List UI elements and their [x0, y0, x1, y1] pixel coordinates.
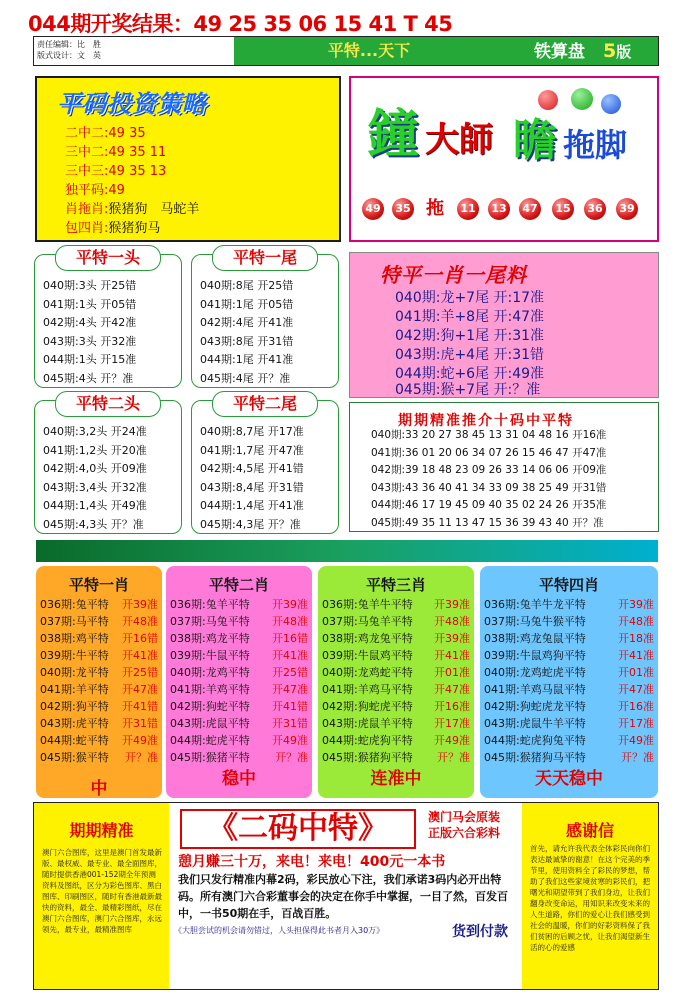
list-item [484, 596, 654, 613]
pingte-yitou-title: 平特一头 [55, 245, 161, 271]
list-item [170, 613, 308, 630]
row-label: 042期:狗蛇虎平特 [322, 700, 413, 713]
list-item [484, 732, 654, 749]
list-item: 045期:4尾 开？准 [200, 371, 291, 385]
row-result: 开49准 [122, 734, 158, 747]
list-item [322, 681, 470, 698]
strategy-value: 49 35 13 [108, 164, 167, 179]
row-result: 开31错 [122, 717, 158, 730]
list-item [322, 732, 470, 749]
tepin-title: 特平一肖一尾料 [380, 263, 527, 287]
strategy-panel [35, 76, 341, 242]
row-result: 开25错 [122, 666, 158, 679]
row-result: 开47准 [122, 683, 158, 696]
list-item: 044期:1,4尾 开41准 [200, 499, 304, 512]
center-tags [428, 809, 500, 841]
row-result: 开41准 [434, 649, 470, 662]
pingte-column [480, 566, 658, 798]
row-result: 开39准 [272, 598, 308, 611]
row-result: 开31错 [272, 717, 308, 730]
edition-number: 5 [603, 40, 617, 62]
deco-ball-green [571, 88, 593, 110]
row-result: 开17准 [618, 717, 654, 730]
row-result: 开48准 [618, 615, 654, 628]
board-name-text: 铁算盘 [534, 42, 585, 62]
strategy-label: 二中二: [65, 126, 109, 141]
row-result: 开18准 [618, 632, 654, 645]
list-item [484, 681, 654, 698]
list-item [40, 630, 158, 647]
row-label: 041期:羊鸡马鼠平特 [484, 683, 586, 696]
list-item [484, 715, 654, 732]
row-label: 044期:蛇虎狗兔平特 [484, 734, 586, 747]
credit-editor: 责任编辑：比 胜 [37, 40, 101, 49]
list-item: 043期:8,4尾 开31错 [200, 480, 304, 494]
left-note-body: 澳门六合图库，这里是澳门首发最新版、最权威、最专业、最全面图库，随时提供香港001-152期全年预测资料及图纸，区分为彩色图库、黑白图库、印刷图区，随时有香港最新最快的资料，最全、最精彩图纸，尽在澳门六合图库，澳门六合图库，永远领先，最专业，最精准图库 [42, 848, 162, 934]
strategy-value: 49 [108, 183, 125, 198]
list-item: 041期:36 01 20 06 34 07 26 15 46 47 开47准 [371, 446, 607, 459]
row-label: 038期:鸡龙兔平特 [322, 632, 413, 645]
row-label: 044期:蛇平特 [40, 734, 109, 747]
dashi-chars: 大師 [425, 120, 493, 160]
list-item: 042期:狗+1尾 开:31准 [395, 328, 545, 344]
row-label: 039期:牛鼠平特 [170, 649, 250, 662]
row-label: 043期:虎鼠羊平特 [322, 717, 413, 730]
list-item: 044期:1头 开15准 [43, 353, 137, 366]
strategy-row [65, 181, 125, 200]
row-label: 041期:羊鸡平特 [170, 683, 250, 696]
list-item [484, 664, 654, 681]
list-item: 043期:虎+4尾 开:31错 [395, 347, 545, 363]
strategy-row [65, 219, 160, 238]
number-ball: 11 [457, 198, 479, 220]
edition-suffix: 版 [616, 43, 632, 61]
row-label: 036期:兔羊牛龙平特 [484, 598, 586, 611]
row-label: 041期:羊鸡马平特 [322, 683, 413, 696]
strategy-title: 平码投资策略 [57, 90, 207, 118]
list-item: 040期:3头 开25错 [43, 279, 137, 292]
board-name [504, 37, 658, 65]
row-label: 039期:牛鼠鸡狗平特 [484, 649, 586, 662]
pingte-ertou-box [34, 394, 182, 534]
list-item [322, 647, 470, 664]
row-result: 开？准 [437, 751, 470, 764]
credits [37, 39, 101, 61]
pingte-ertou-title: 平特二头 [55, 391, 161, 417]
left-note [34, 803, 169, 989]
list-item: 044期:蛇+6尾 开:49准 [395, 366, 545, 382]
row-result: 开16准 [434, 700, 470, 713]
row-label: 044期:蛇虎平特 [170, 734, 250, 747]
center-tag-1: 澳门马会原装 [428, 810, 501, 824]
right-note-body: 首先，请允许我代表全体彩民向你们表达最诚挚的谢意！在这个完美的季节里，使用资料全了彩民的梦想，帮助了我们这些家境贫寒的彩民们，把曙光和期望带到了我们身边，让我们翻身改变命运，用知识来改变未来的人生道路，你们的爱心让我们感受到社会的温暖，你们的好彩资料保了我们贫困的后顾之忧，让我们渴望新生活的心的爱感 [530, 844, 650, 952]
list-item [40, 664, 158, 681]
list-item [170, 698, 308, 715]
column-tail: 中 [90, 779, 108, 799]
row-label: 042期:狗蛇平特 [170, 700, 250, 713]
strategy-label: 三中二: [65, 145, 109, 160]
list-item: 041期:羊+8尾 开:47准 [395, 309, 545, 325]
row-result: 开01准 [618, 666, 654, 679]
row-result: 开49准 [434, 734, 470, 747]
list-item [170, 715, 308, 732]
list-item [170, 596, 308, 613]
list-item [170, 647, 308, 664]
row-label: 037期:马兔羊平特 [322, 615, 413, 628]
column-title: 平特四肖 [538, 576, 599, 594]
row-result: 开39准 [434, 632, 470, 645]
number-ball: 15 [552, 198, 574, 220]
row-label: 040期:龙鸡平特 [170, 666, 250, 679]
list-item: 043期:3头 开32准 [43, 334, 137, 348]
list-item [40, 732, 158, 749]
list-item [170, 681, 308, 698]
row-result: 开16错 [122, 632, 158, 645]
row-label: 039期:牛平特 [40, 649, 109, 662]
list-item: 041期:1尾 开05错 [200, 297, 294, 311]
right-note [522, 803, 658, 989]
row-result: 开17准 [434, 717, 470, 730]
number-ball: 13 [488, 198, 510, 220]
row-label: 037期:马兔牛猴平特 [484, 615, 586, 628]
list-item: 045期:4头 开？准 [43, 371, 134, 385]
list-item: 040期:龙+7尾 开:17准 [395, 290, 545, 306]
list-item [322, 613, 470, 630]
number-ball: 47 [519, 198, 541, 220]
list-item [322, 698, 470, 715]
list-item: 042期:4,5尾 开41错 [200, 462, 304, 475]
list-item [170, 732, 308, 749]
row-result: 开41准 [272, 649, 308, 662]
strategy-label: 独平码: [65, 183, 109, 198]
row-label: 038期:鸡平特 [40, 632, 109, 645]
list-item: 040期:8尾 开25错 [200, 279, 294, 292]
ten-codes-title: 期期精准推介十码中平特 [398, 413, 574, 429]
ten-codes-panel [349, 402, 659, 532]
row-result: 开39准 [122, 598, 158, 611]
tepin-panel [349, 252, 659, 398]
column-title: 平特一肖 [68, 576, 129, 594]
list-item [40, 613, 158, 630]
strategy-value: 49 35 [108, 126, 146, 141]
list-item: 044期:46 17 19 45 09 40 35 02 24 26 开35准 [371, 499, 607, 512]
tuojiao-chars: 拖脚 [563, 126, 628, 164]
list-item: 045期:49 35 11 13 47 15 36 39 43 40 开？准 [371, 517, 604, 529]
row-result: 开49准 [618, 734, 654, 747]
zhong-master-logo [363, 86, 653, 176]
row-label: 040期:龙鸡蛇虎平特 [484, 666, 586, 679]
number-ball: 39 [616, 198, 638, 220]
row-label: 038期:鸡龙兔鼠平特 [484, 632, 586, 645]
row-label: 039期:牛鼠鸡平特 [322, 649, 413, 662]
list-item [40, 681, 158, 698]
number-ball: 49 [362, 198, 384, 220]
list-item: 044期:1尾 开41准 [200, 353, 294, 366]
list-item [484, 613, 654, 630]
strategy-row [65, 124, 146, 143]
row-result: 开47准 [618, 683, 654, 696]
cash-on-delivery: 货到付款 [452, 924, 508, 940]
row-result: 开47准 [434, 683, 470, 696]
row-label: 040期:龙鸡蛇平特 [322, 666, 413, 679]
list-item: 041期:1,7尾 开47准 [200, 443, 304, 457]
row-label: 041期:羊平特 [40, 683, 109, 696]
list-item [484, 630, 654, 647]
pingte-column [318, 566, 474, 798]
row-result: 开01准 [434, 666, 470, 679]
list-item: 042期:4尾 开41准 [200, 316, 294, 329]
row-label: 045期:猴猪狗平特 [322, 751, 413, 764]
row-label: 045期:猴平特 [40, 751, 109, 764]
row-label: 036期:兔羊牛平特 [322, 598, 413, 611]
list-item: 042期:39 18 48 23 09 26 33 14 06 06 开09准 [371, 464, 607, 477]
row-label: 042期:狗蛇虎龙平特 [484, 700, 586, 713]
row-label: 036期:兔平特 [40, 598, 109, 611]
column-tail: 稳中 [222, 769, 256, 789]
row-result: 开25错 [272, 666, 308, 679]
row-label: 044期:蛇虎狗平特 [322, 734, 413, 747]
list-item: 040期:3,2头 开24准 [43, 425, 147, 438]
row-result: 开16错 [272, 632, 308, 645]
header-bar [33, 36, 659, 66]
list-item [40, 749, 158, 766]
zhong-char: 鐘 [367, 105, 420, 165]
list-item [322, 715, 470, 732]
pingte-column [36, 566, 162, 798]
list-item: 040期:8,7尾 开17准 [200, 425, 304, 438]
promise-text: 我们只发行精准内幕2码，彩民放心下注，我们承诺3码内必开出特码。所有澳门六合彩董事会的决定在你手中掌握，一目了然，百发百中，一书50期在手，百战百胜。 [178, 873, 508, 920]
row-result: 开39准 [434, 598, 470, 611]
list-item: 043期:8尾 开31错 [200, 334, 294, 348]
row-result: 开48准 [122, 615, 158, 628]
list-item [322, 664, 470, 681]
list-item [40, 715, 158, 732]
list-item [170, 664, 308, 681]
left-note-title: 期期精准 [69, 821, 134, 840]
center-ad [170, 803, 522, 989]
list-item: 040期:33 20 27 38 45 13 31 04 48 16 开16准 [371, 429, 607, 441]
row-label: 042期:狗平特 [40, 700, 109, 713]
list-item: 042期:4头 开42准 [43, 316, 137, 329]
row-label: 037期:马兔平特 [170, 615, 250, 628]
strategy-value: 猴猪狗 马蛇羊 [108, 202, 200, 217]
tuo-label: 拖 [426, 198, 444, 219]
list-item: 043期:3,4头 开32准 [43, 480, 147, 494]
divider-bar [36, 540, 658, 562]
row-result: 开41错 [122, 700, 158, 713]
list-item [40, 647, 158, 664]
list-item [40, 596, 158, 613]
row-result: 开47准 [272, 683, 308, 696]
strategy-row [65, 162, 166, 181]
list-item: 044期:1,4头 开49准 [43, 499, 147, 512]
row-result: 开48准 [434, 615, 470, 628]
row-result: 开49准 [272, 734, 308, 747]
list-item: 045期:4,3头 开？准 [43, 517, 144, 531]
strategy-value: 49 35 11 [108, 145, 167, 160]
column-title: 平特三肖 [365, 576, 426, 594]
footer-note: 《大胆尝试的机会请勿错过，人头担保得此书者月入30万》 [174, 926, 385, 935]
pingte-erwei-box [191, 394, 339, 534]
strategy-label: 肖拖肖: [65, 202, 109, 217]
row-label: 037期:马平特 [40, 615, 109, 628]
row-result: 开41准 [122, 649, 158, 662]
bottom-panel [33, 802, 659, 990]
strategy-row [65, 143, 166, 162]
list-item [40, 698, 158, 715]
list-item: 045期:猴+7尾 开:？准 [395, 382, 541, 398]
number-ball: 35 [392, 198, 414, 220]
list-item [322, 596, 470, 613]
list-item: 045期:4,3尾 开？准 [200, 517, 301, 531]
row-label: 043期:虎平特 [40, 717, 109, 730]
huiyue-headline: 憩月赚三十万，来电！来电！400元一本书 [178, 854, 446, 870]
list-item [322, 630, 470, 647]
pingte-yiwei-title: 平特一尾 [212, 245, 318, 271]
deco-ball-red [538, 90, 558, 110]
row-label: 045期:猴猪狗马平特 [484, 751, 586, 764]
row-result: 开？准 [275, 751, 308, 764]
column-title: 平特二肖 [208, 576, 269, 594]
row-label: 040期:龙平特 [40, 666, 109, 679]
list-item [484, 698, 654, 715]
row-result: 开？准 [621, 751, 654, 764]
column-tail: 连准中 [370, 769, 422, 789]
pingte-yitou-box [34, 248, 182, 388]
strategy-row [65, 200, 199, 219]
list-item: 041期:1,2头 开20准 [43, 443, 147, 457]
pingte-yiwei-box [191, 248, 339, 388]
deco-ball-blue [601, 94, 621, 114]
row-label: 045期:猴猪平特 [170, 751, 250, 764]
row-label: 043期:虎鼠平特 [170, 717, 250, 730]
row-result: 开16准 [618, 700, 654, 713]
list-item: 042期:4,0头 开09准 [43, 462, 147, 475]
pingte-erwei-title: 平特二尾 [212, 391, 318, 417]
pingte-column [166, 566, 312, 798]
credit-designer: 版式设计：文 英 [37, 51, 101, 60]
lottery-result-title: 044期开奖结果：49 25 35 06 15 41 T 45 [28, 12, 453, 36]
row-result: 开39准 [618, 598, 654, 611]
strategy-value: 猴猪狗马 [108, 221, 161, 236]
list-item [170, 630, 308, 647]
row-result: 开？准 [125, 751, 158, 764]
header-slogan: 平特...天下 [234, 37, 504, 65]
list-item: 043期:43 36 40 41 34 33 09 38 25 49 开31错 [371, 481, 607, 494]
number-ball: 36 [584, 198, 606, 220]
list-item: 041期:1头 开05错 [43, 297, 137, 311]
strategy-label: 包四肖: [65, 221, 109, 236]
erma-title: 《二码中特》 [180, 809, 416, 849]
row-result: 开41错 [272, 700, 308, 713]
row-result: 开41准 [618, 649, 654, 662]
row-label: 036期:兔羊平特 [170, 598, 250, 611]
row-label: 043期:虎鼠牛羊平特 [484, 717, 586, 730]
strategy-label: 三中三: [65, 164, 109, 179]
row-label: 038期:鸡龙平特 [170, 632, 250, 645]
column-tail: 天天稳中 [535, 769, 603, 789]
zhan-char: 瞻 [513, 115, 557, 166]
list-item [484, 647, 654, 664]
row-result: 开48准 [272, 615, 308, 628]
center-tag-2: 正版六合彩料 [428, 826, 501, 840]
right-note-title: 感谢信 [565, 821, 614, 840]
